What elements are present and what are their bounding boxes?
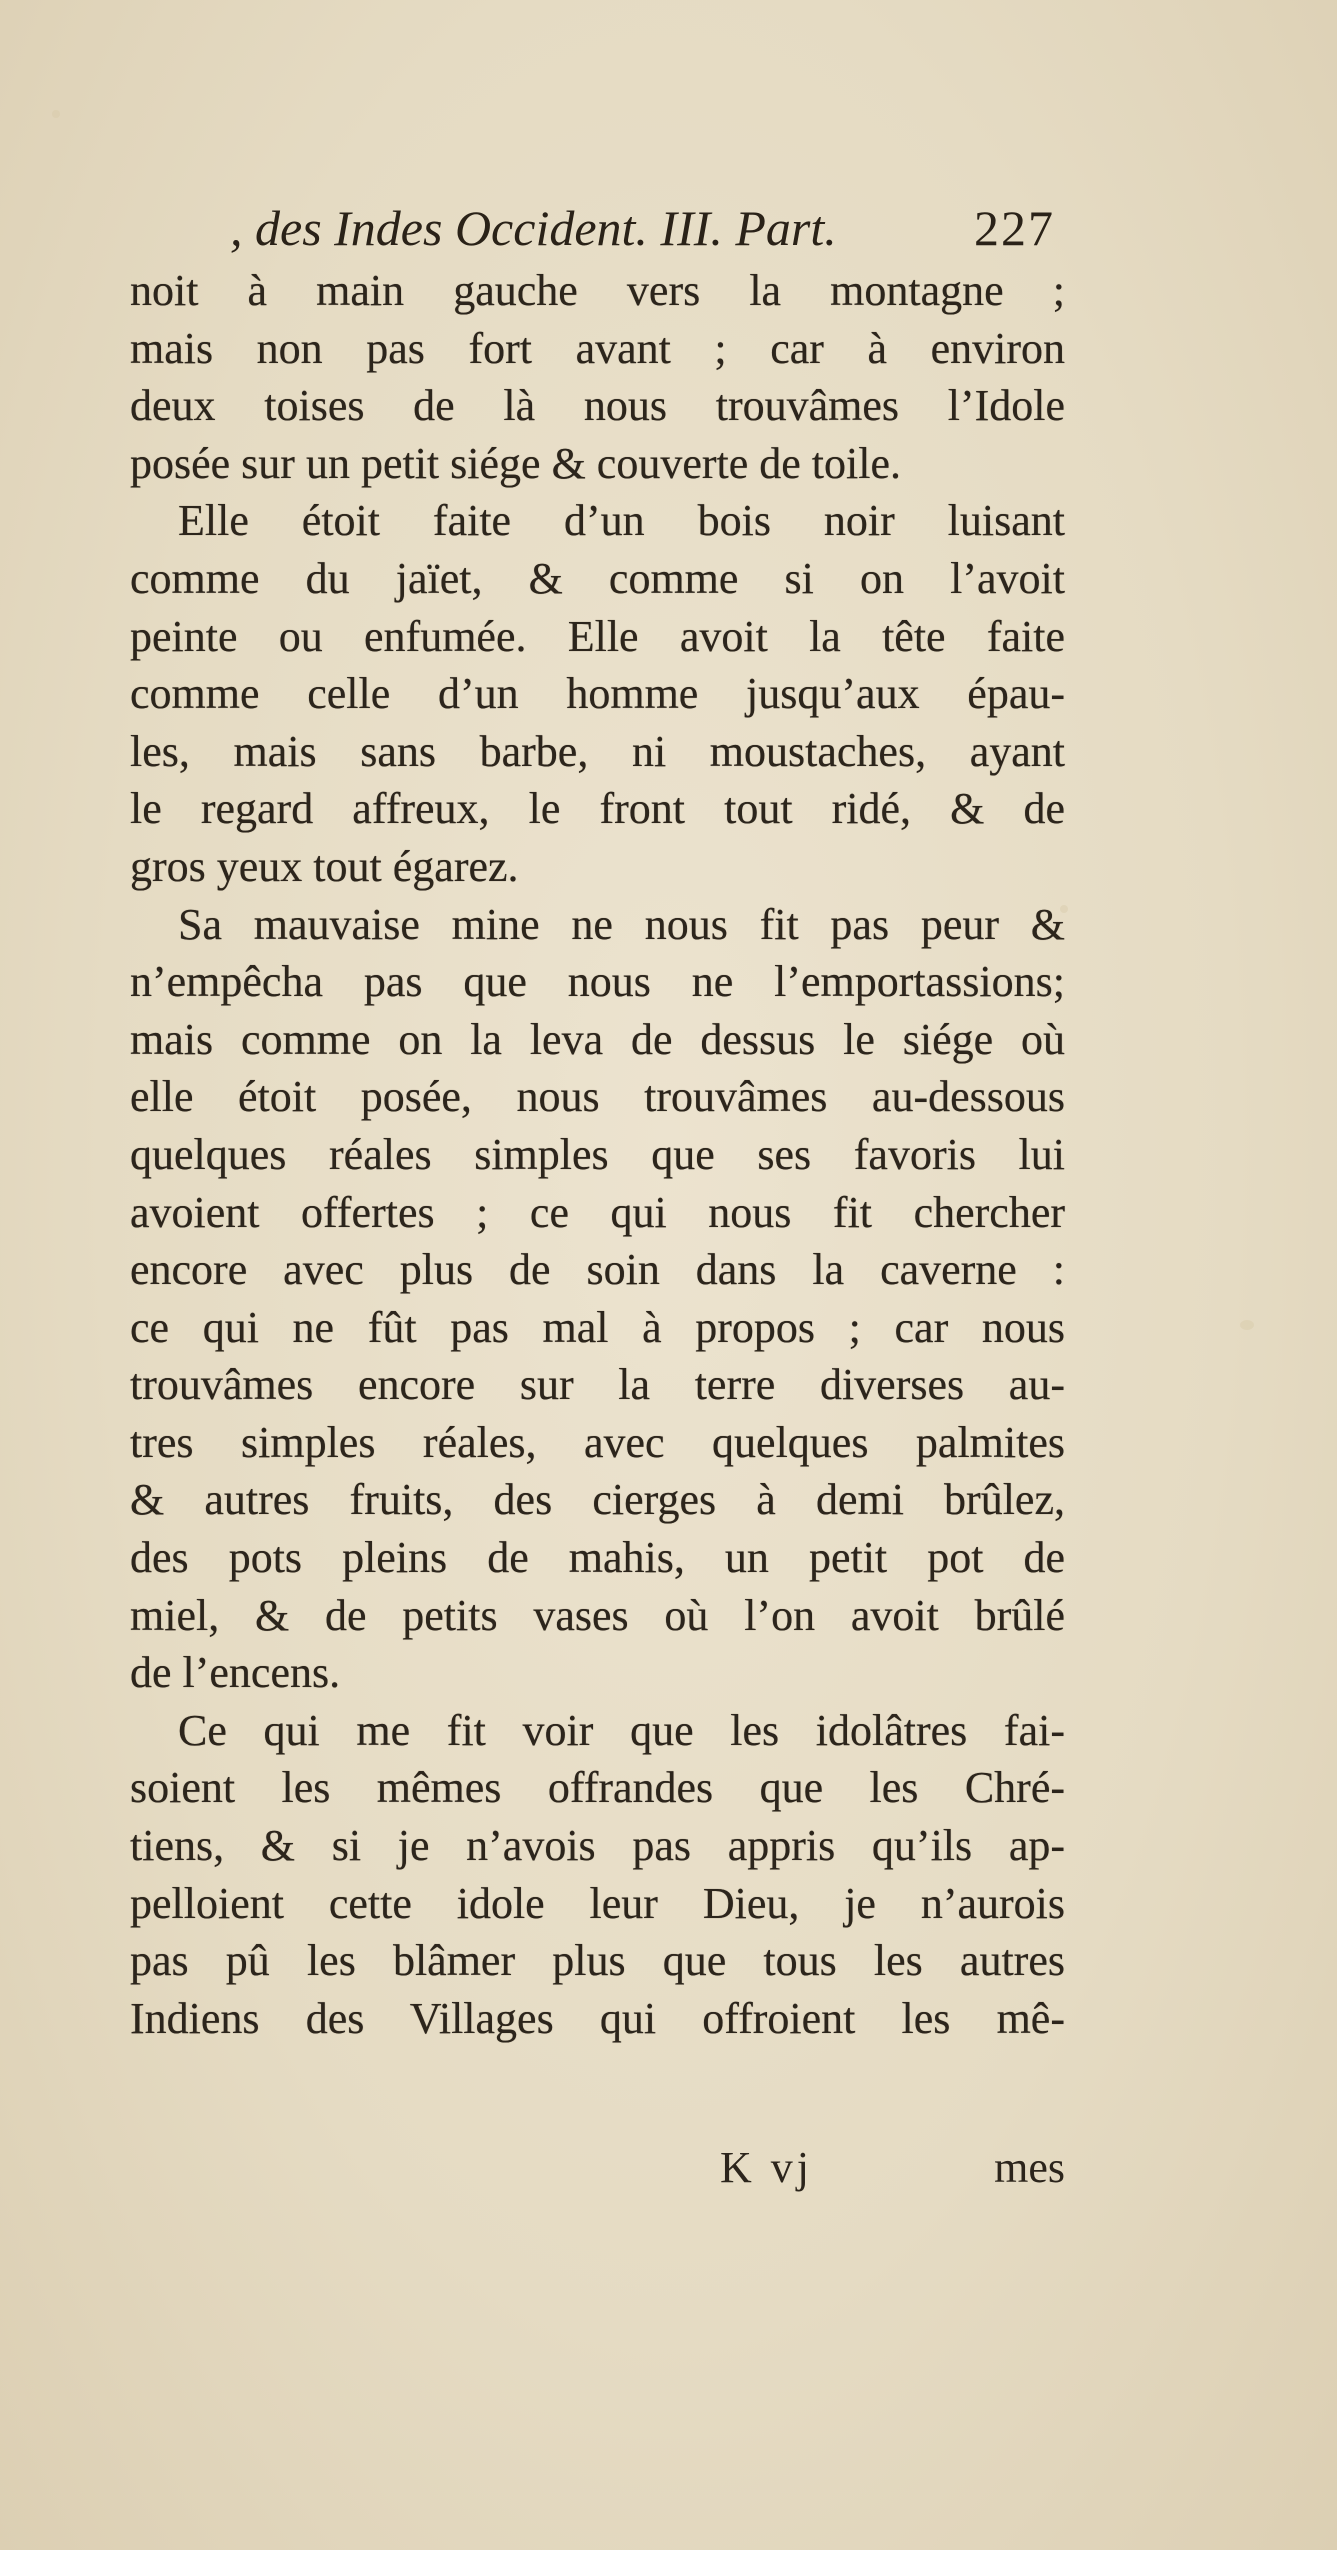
text-line: peinte ou enfumée. Elle avoit la tête faite (130, 611, 1065, 661)
text-line: trouvâmes encore sur la terre diverses au- (130, 1360, 1065, 1410)
foxing-spot (1240, 1320, 1254, 1330)
text-line: comme celle d’un homme jusqu’aux épau- (130, 669, 1065, 719)
text-line: tiens, & si je n’avois pas appris qu’ils ap- (130, 1821, 1065, 1871)
text-line: n’empêcha pas que nous ne l’emportassions; (130, 957, 1065, 1007)
catchword: mes (994, 2143, 1065, 2192)
text-line: Indiens des Villages qui offroient les mê- (130, 1993, 1065, 2043)
page-number: 227 (974, 200, 1055, 256)
paragraph-start-line: Elle étoit faite d’un bois noir luisant (178, 496, 1065, 546)
text-line: pas pû les blâmer plus que tous les autres (130, 1936, 1065, 1986)
text-line: le regard affreux, le front tout ridé, & de (130, 784, 1065, 834)
text-line: gros yeux tout égarez. (130, 841, 519, 891)
page-footer (130, 2138, 1065, 2198)
text-line: deux toises de là nous trouvâmes l’Idole (130, 381, 1065, 431)
body-text (130, 262, 1065, 2047)
text-line: les, mais sans barbe, ni moustaches, ayant (130, 726, 1065, 776)
signature-mark: K vj (720, 2143, 813, 2192)
text-line: posée sur un petit siége & couverte de toile. (130, 438, 901, 488)
text-line: de l’encens. (130, 1648, 341, 1698)
text-line: des pots pleins de mahis, un petit pot de (130, 1533, 1065, 1583)
page-header (160, 198, 1065, 258)
paragraph-start-line: Sa mauvaise mine ne nous fit pas peur & (178, 899, 1065, 949)
text-line: mais comme on la leva de dessus le siége où (130, 1014, 1065, 1064)
text-line: soient les mêmes offrandes que les Chré- (130, 1763, 1065, 1813)
text-line: mais non pas fort avant ; car à environ (130, 323, 1065, 373)
text-line: encore avec plus de soin dans la caverne : (130, 1245, 1065, 1295)
text-line: pelloient cette idole leur Dieu, je n’aurois (130, 1878, 1065, 1928)
paragraph-start-line: Ce qui me fit voir que les idolâtres fai- (178, 1705, 1065, 1755)
text-line: & autres fruits, des cierges à demi brûlez, (130, 1475, 1065, 1525)
text-line: noit à main gauche vers la montagne ; (130, 266, 1065, 315)
text-line: quelques réales simples que ses favoris lui (130, 1129, 1065, 1179)
text-line: ce qui ne fût pas mal à propos ; car nous (130, 1302, 1065, 1352)
running-title: , des Indes Occident. III. Part. (230, 200, 837, 256)
text-line: avoient offertes ; ce qui nous fit chercher (130, 1187, 1065, 1237)
text-line: miel, & de petits vases où l’on avoit brûlé (130, 1590, 1065, 1640)
foxing-spot (52, 110, 60, 118)
text-line: comme du jaïet, & comme si on l’avoit (130, 553, 1065, 603)
text-line: elle étoit posée, nous trouvâmes au-dessous (130, 1072, 1065, 1122)
text-line: tres simples réales, avec quelques palmites (130, 1417, 1065, 1467)
